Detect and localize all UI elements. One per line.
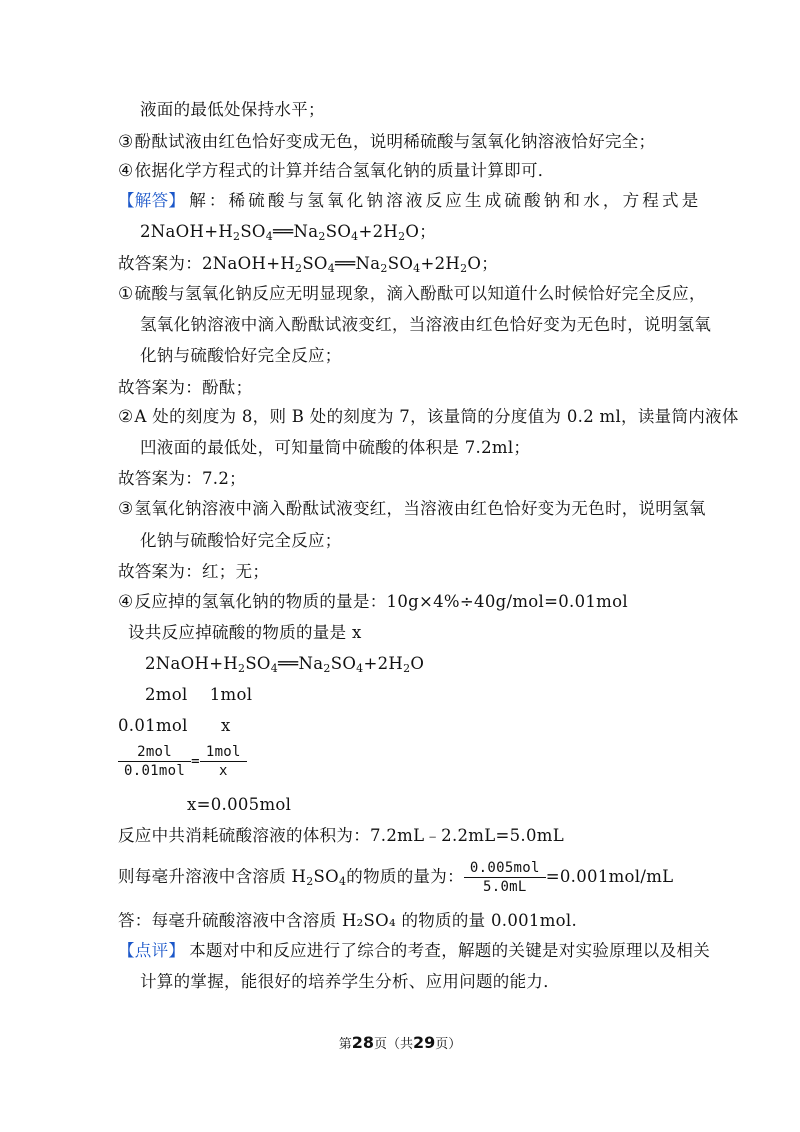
eq-part: ══Na: [335, 254, 381, 273]
eq-part: +2H: [363, 654, 404, 673]
denominator: 5.0mL: [483, 879, 527, 895]
total-pages: 29: [413, 1033, 436, 1052]
eq-part: SO: [330, 654, 357, 673]
numerator: 0.005mol: [464, 859, 546, 878]
text-line: x=0.005mol: [187, 795, 292, 814]
comment-tag: 【点评】: [118, 941, 186, 960]
eq-sub: 2: [460, 262, 468, 275]
footer-text: 页）: [435, 1037, 462, 1052]
text-line: [118, 406, 739, 428]
text-line: 设共反应掉硫酸的物质的量是 x: [128, 623, 362, 642]
eq-part: SO: [325, 222, 352, 241]
eq-sub: 2: [233, 230, 241, 243]
text-line: [118, 498, 706, 520]
equation-line: [140, 221, 436, 248]
fraction: [118, 743, 191, 780]
numerator: 2mol: [118, 743, 191, 762]
eq-sub: 2: [380, 262, 388, 275]
eq-part: O；: [467, 254, 499, 273]
answer-tag: 【解答】: [118, 191, 186, 210]
eq-sub: 2: [403, 662, 411, 675]
eq-part: ══Na: [278, 654, 324, 673]
text-line: 故答案为：红；无；: [118, 562, 270, 581]
eq-sub: 4: [413, 262, 421, 275]
text-span: 酚酞试液由红色恰好变成无色，说明稀硫酸与氢氧化钠溶液恰好完全；: [134, 132, 656, 151]
text-line: [118, 591, 628, 613]
eq-part: 2NaOH+H: [140, 222, 234, 241]
circled-number: ③: [118, 132, 134, 152]
text-span: 解：稀硫酸与氢氧化钠溶液反应生成硫酸钠和水，方程式是: [189, 191, 702, 210]
text-span: A 处的刻度为 8，则 B 处的刻度为 7，该量筒的分度值为 0.2 ml，读量筒内液体: [134, 407, 739, 426]
footer-text: 页（共: [373, 1037, 413, 1052]
text-line: 故答案为：7.2；: [118, 469, 246, 488]
text-span: 本题对中和反应进行了综合的考查，解题的关键是对实验原理以及相关: [189, 941, 711, 960]
circled-number: ④: [118, 592, 134, 612]
eq-sub: 4: [327, 262, 336, 275]
eq-sub: 2: [323, 662, 331, 675]
eq-sub: 4: [265, 230, 274, 243]
eq-part: SO: [302, 254, 328, 273]
text-line: 故答案为：酚酞；: [118, 378, 253, 397]
text-span: 氢氧化钠溶液中滴入酚酞试液变红，当溶液由红色恰好变为无色时，说明氢氧: [134, 499, 706, 518]
page-number: 28: [351, 1033, 374, 1052]
eq-part: ══Na: [273, 222, 319, 241]
circled-number: ①: [118, 284, 134, 304]
circled-number: ③: [118, 499, 134, 519]
eq-part: SO: [240, 222, 266, 241]
text-span: 则每毫升溶液中含溶质 H: [118, 867, 307, 886]
equation-line: $2NaOH+H_2SO_4══Na_2SO_4+2H_2O$: [145, 654, 425, 675]
eq-sub: 4: [351, 230, 359, 243]
text-span: 硫酸与氢氧化钠反应无明显现象，滴入酚酞可以知道什么时候恰好完全反应，: [134, 284, 706, 303]
text-span: 反应掉的氢氧化钠的物质的量是：10g×4%÷40g/mol=0.01mol: [134, 592, 628, 611]
eq-sub: 2: [318, 230, 326, 243]
concentration-line: [118, 858, 673, 901]
eq-sub: 4: [270, 662, 279, 675]
text-line: 反应中共消耗硫酸溶液的体积为：7.2mL﹣2.2mL=5.0mL: [118, 826, 564, 845]
text-span: 的物质的量为：: [346, 867, 464, 886]
answer-prefix: 故答案为：: [118, 254, 202, 273]
eq-part: 2NaOH+H: [145, 654, 239, 673]
circled-number: ④: [118, 161, 134, 181]
numerator: 1mol: [200, 743, 247, 762]
mol-line: 0.01mol x: [118, 716, 231, 735]
text-line: [118, 160, 555, 182]
footer-text: 第: [338, 1037, 352, 1052]
text-span: 依据化学方程式的计算并结合氢氧化钠的质量计算即可．: [134, 161, 555, 180]
text-line: [118, 190, 701, 212]
circled-number: ②: [118, 407, 134, 427]
eq-part: SO: [387, 254, 414, 273]
eq-sub: 4: [338, 875, 347, 888]
eq-sub: 2: [295, 262, 303, 275]
text-span: =0.001mol/mL: [545, 867, 674, 886]
eq-sub: 2: [238, 662, 246, 675]
text-line: [118, 940, 710, 962]
page-footer: [0, 1033, 800, 1052]
text-line: 化钠与硫酸恰好完全反应；: [140, 346, 342, 365]
eq-sub: 2: [306, 875, 314, 888]
eq-part: 2NaOH+H: [202, 254, 296, 273]
eq-part: +2H: [358, 222, 399, 241]
fraction: [464, 859, 546, 896]
text-line: 化钠与硫酸恰好完全反应；: [140, 531, 342, 550]
text-line: 答：每毫升硫酸溶液中含溶质 H₂SO₄ 的物质的量 0.001mol.: [118, 911, 578, 930]
text-line: 计算的掌握，能很好的培养学生分析、应用问题的能力．: [140, 972, 560, 991]
text-line: 液面的最低处保持水平；: [140, 100, 325, 119]
text-line: [118, 283, 706, 305]
mol-line: 2mol 1mol: [145, 685, 253, 704]
fraction: [200, 743, 247, 780]
denominator: 0.01mol: [124, 763, 186, 779]
eq-sub: 2: [398, 230, 406, 243]
text-line: [118, 131, 655, 153]
eq-sub: 4: [356, 662, 364, 675]
ratio-equation: [118, 743, 247, 780]
eq-part: O；: [405, 222, 437, 241]
equals-sign: =: [191, 753, 200, 770]
eq-part: SO: [245, 654, 271, 673]
denominator: x: [218, 763, 228, 779]
text-span: SO: [313, 867, 339, 886]
eq-part: +2H: [420, 254, 461, 273]
text-line: 氢氧化钠溶液中滴入酚酞试液变红，当溶液由红色恰好变为无色时，说明氢氧: [140, 315, 712, 334]
text-line: 凹液面的最低处，可知量筒中硫酸的体积是 7.2ml；: [140, 438, 531, 457]
equation-line: [118, 253, 498, 280]
